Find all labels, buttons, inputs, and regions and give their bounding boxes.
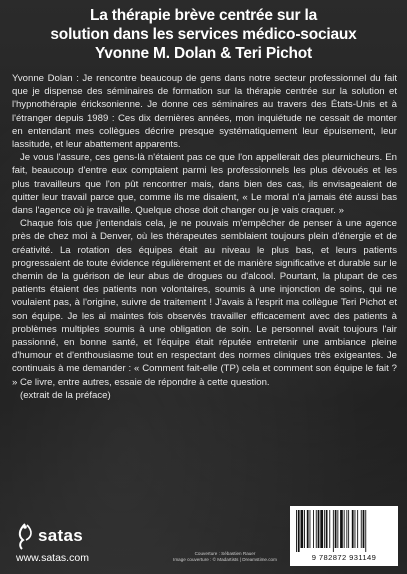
credit-line-1: Couverture : Sébastien Rauer xyxy=(194,551,256,556)
cover-title-block xyxy=(0,6,407,63)
barcode-bar xyxy=(355,510,356,548)
barcode-bar xyxy=(340,510,343,548)
barcode-bar xyxy=(301,510,304,548)
barcode-bar xyxy=(298,510,300,552)
isbn-barcode xyxy=(290,506,398,566)
barcode-bar xyxy=(357,510,358,548)
blurb-paragraph-3: Chaque fois que j'entendais cela, je ne pouvais m'empêcher de penser à une agence près de chez moi à Denver, où les thérapeutes semblaient toujours plein d'énergie et de créativité. La rotation des équipes était au niveau le plus bas, et leurs patients progressaient de toute évidence régulièrement et de manière significative et durable sur le chemin de la guérison de leur abus de drogues ou d'alcool. Pourtant, la plupart de ces patients étaient des patients non volontaires, soumis à une injonction de soins, qui ne voulaient pas, à l'origine, suivre de traitement ! J'avais à l'esprit ma collègue Teri Pichot et son équipe. Je les ai maintes fois observés travailler efficacement avec des patients à problèmes multiples soumis à une obligation de soin. Le personnel avait toujours l'air passionné, en bonne santé, et l'équipe était réputée entretenir une ambiance pleine d'humour et d'enthousiasme tout en respectant des normes cliniques très exigeantes. Je continuais à me demander : « Comment fait-elle (TP) cela et comment son équipe le fait ? » Ce livre, entre autres, essaie de répondre à cette question. xyxy=(12,218,397,388)
isbn-number: 9 782872 931149 xyxy=(311,553,377,562)
blurb-paragraph-2: Je vous l'assure, ces gens-là n'étaient pas ce que l'on appellerait des pleurnicheurs. En fait, beaucoup d'entre eux comptaient parmi les professionnels les plus dévoués et les plus travailleurs que l'on pût rencontrer mais, dans bien des cas, ils envisageaient de quitter leur travail parce que, comme ils me disaient, « Le moral n'a jamais été aussi bas dans l'agence où je travaille. Quelque chose doit changer ou je vais craquer. » xyxy=(12,152,397,217)
barcode-bar xyxy=(326,510,328,548)
barcode-bar xyxy=(333,510,334,552)
authors: Yvonne M. Dolan & Teri Pichot xyxy=(95,45,312,62)
barcode-bar xyxy=(337,510,338,548)
publisher-logo xyxy=(14,522,124,568)
publisher-url: www.satas.com xyxy=(16,552,89,564)
barcode-bar xyxy=(365,510,366,552)
barcode-bar xyxy=(346,510,347,548)
barcode-bar xyxy=(335,510,337,548)
satas-logo-icon xyxy=(14,522,36,550)
barcode-bars xyxy=(296,510,392,552)
blurb-text xyxy=(12,72,397,402)
barcode-bar xyxy=(310,510,311,548)
barcode-bar xyxy=(320,510,323,548)
title-line-1: La thérapie brève centrée sur la xyxy=(89,7,318,24)
blurb-paragraph-1: Yvonne Dolan : Je rencontre beaucoup de gens dans notre secteur professionnel du fait que je dispense des séminaires de formation sur la thérapie centrée sur la solution et l'hypnothérapie éricksonienne. Je donne ces séminaires au travers des États-Unis et à l'étranger depuis 1989 : Ces dix dernières années, mon inquiétude ne cessait de monter en entendant mes collègues décrire presque systématiquement leur épuisement, leur lassitude, et leur abattement apparents. xyxy=(12,73,397,151)
title-line-2: solution dans les services médico-sociaux xyxy=(50,26,357,43)
barcode-bar xyxy=(318,510,320,548)
barcode-bar xyxy=(324,510,325,548)
barcode-bar xyxy=(296,510,297,552)
barcode-bar xyxy=(363,510,365,548)
barcode-bar xyxy=(361,510,362,548)
barcode-bar xyxy=(316,510,317,548)
credit-line-2: Image couverture : © Madartists | Dreamstime.com xyxy=(173,557,277,562)
barcode-bar xyxy=(313,510,314,548)
barcode-bar xyxy=(329,510,330,548)
blurb-source-note: (extrait de la préface) xyxy=(20,389,111,401)
barcode-bar xyxy=(348,510,349,548)
cover-credits xyxy=(165,551,285,563)
barcode-bar xyxy=(304,510,305,548)
publisher-name: satas xyxy=(38,526,83,545)
barcode-bar xyxy=(344,510,345,548)
barcode-bar xyxy=(307,510,309,548)
barcode-bar xyxy=(352,510,354,548)
